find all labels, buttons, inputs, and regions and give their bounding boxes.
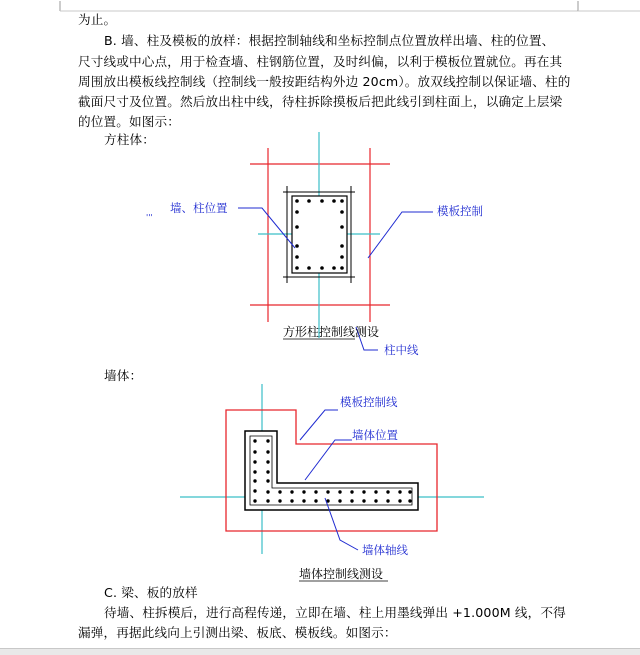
paragraph-line-3: 周围放出模板线控制线（控制线一般按距结构外边 20cm）。放双线控制以保证墙、柱的	[78, 74, 571, 89]
paragraph-line-6: 待墙、柱拆模后，进行高程传递，立即在墙、柱上用墨线弹出 +1.000M 线，不得	[104, 605, 566, 620]
paragraph-line-7: 漏弹，再据此线向上引测出梁、板底、模板线。如图示：	[78, 625, 397, 640]
wall-heading: 墙体：	[104, 368, 143, 383]
paragraph-line-2: 尺寸线或中心点，用于检查墙、柱钢筋位置，及时纠偏，以利于模板位置就位。再在其	[78, 54, 563, 69]
wall-outline	[245, 431, 418, 510]
label-wall-axis: 墙体轴线	[362, 543, 408, 557]
column-heading: 方柱体：	[104, 132, 155, 147]
wall-leaders	[300, 410, 358, 550]
label-wall-formwork: 模板控制线	[340, 395, 398, 409]
label-column-position: 墙、柱位置	[170, 201, 228, 215]
column-diagram-caption: 方形柱控制线测设	[283, 325, 380, 339]
paragraph-line-1: B. 墙、柱及模板的放样：根据控制轴线和坐标控制点位置放样出墙、柱的位置、	[104, 33, 555, 48]
label-column-axis: 柱中线	[384, 343, 419, 357]
paragraph-line-5: 的位置。如图示：	[78, 114, 180, 129]
paragraph-line-4: 截面尺寸及位置。然后放出柱中线，待柱拆除摸板后把此线引到柱面上，以确定上层梁	[78, 94, 563, 109]
stray-mark: '''	[146, 213, 153, 222]
label-wall-position: 墙体位置	[352, 428, 398, 442]
wall-diagram-caption: 墙体控制线测设	[299, 567, 384, 581]
paragraph-line-0: 为止。	[78, 12, 117, 27]
label-formwork-control: 模板控制	[437, 204, 483, 218]
section-c-heading: C. 梁、板的放样	[104, 585, 198, 600]
